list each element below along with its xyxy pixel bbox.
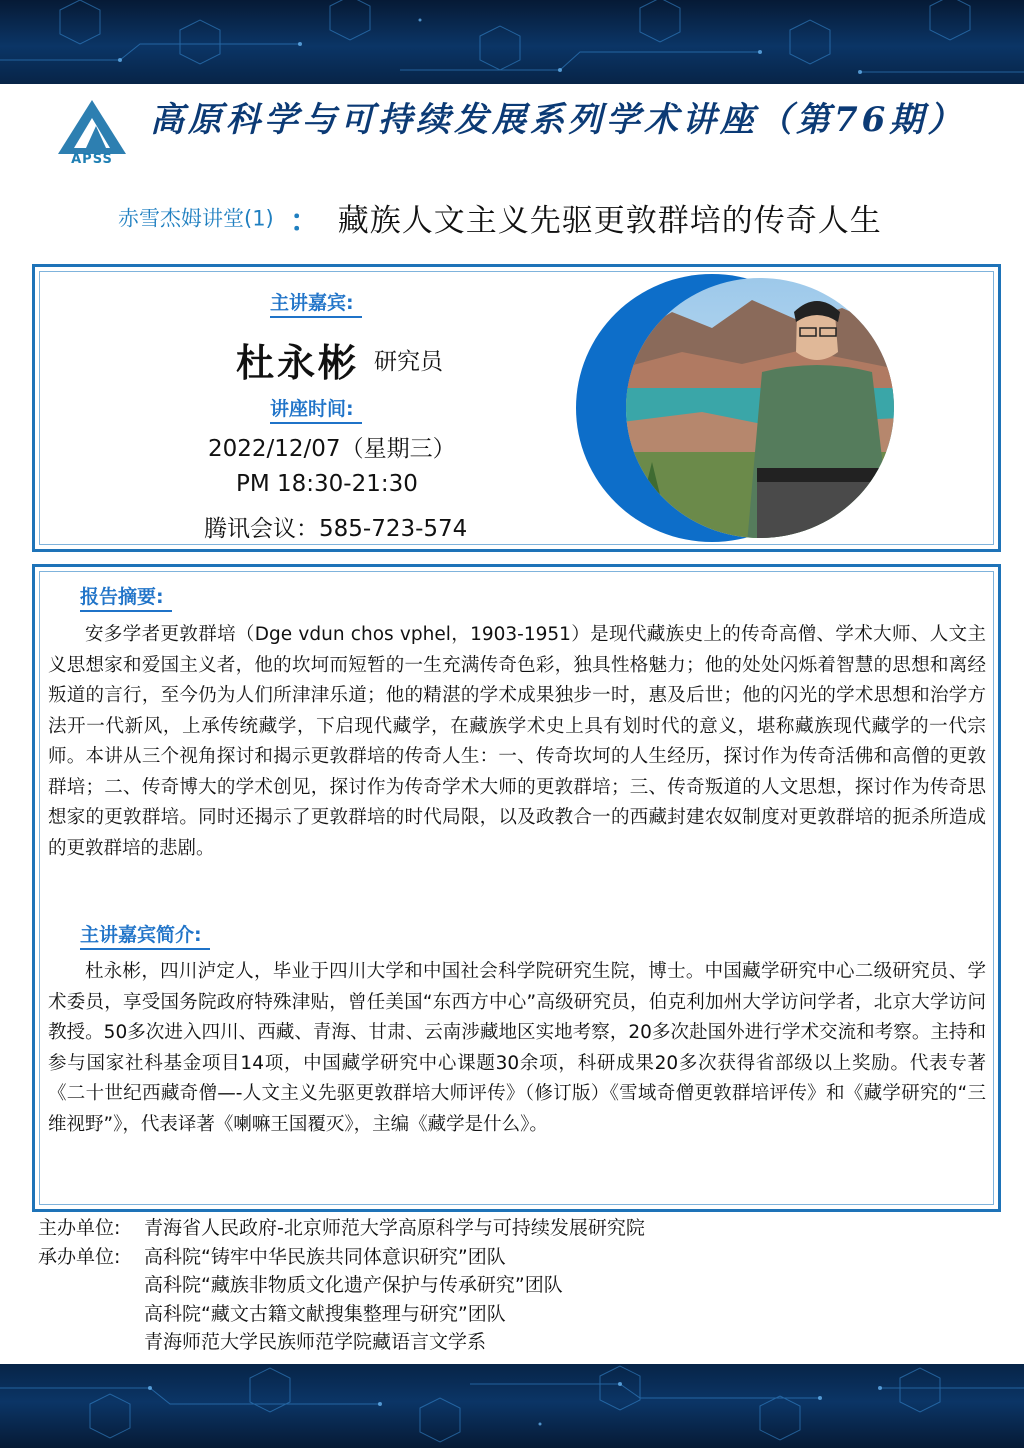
organizer-name: 高科院“藏文古籍文献搜集整理与研究”团队 (144, 1302, 506, 1325)
organizer-label: 承办单位: (38, 1245, 121, 1268)
abstract-label: 报告摘要: (80, 582, 172, 612)
circuit-pattern-icon (0, 0, 1024, 84)
lecture-time: PM 18:30-21:30 (236, 471, 418, 497)
schedule-label: 讲座时间: (270, 394, 362, 424)
series-title: 高原科学与可持续发展系列学术讲座（第76期） (150, 100, 966, 140)
organizer-row (38, 1243, 938, 1272)
header-banner (0, 0, 1024, 84)
speaker-portrait-icon (542, 272, 902, 544)
footer-banner (0, 1364, 1024, 1448)
lecture-topic: 藏族人文主义先驱更敦群培的传奇人生 (337, 203, 882, 239)
abstract-text: 安多学者更敦群培（Dge vdun chos vphel，1903-1951）是现代藏族史上的传奇高僧、学术大师、人文主义思想家和爱国主义者，他的坎坷而短暂的一生充满传奇色彩，独具性格魅力；他的处处闪烁着智慧的思想和离经叛道的言行，至今仍为人们所津津乐道；他的精湛的学术成果独步一时，惠及后世；他的闪光的学术思想和治学方法开一代新风，上承传统藏学，下启现代藏学，在藏族学术史上具有划时代的意义，堪称藏族现代藏学的一代宗师。本讲从三个视角探讨和揭示更敦群培的传奇人生：一、传奇坎坷的人生经历，探讨作为传奇活佛和高僧的更敦群培；二、传奇博大的学术创见，探讨作为传奇学术大师的更敦群培；三、传奇叛道的人文思想，探讨作为传奇思想家的更敦群培。同时还揭示了更敦群培的时代局限，以及政教合一的西藏封建农奴制度对更敦群培的扼杀所造成的更敦群培的悲剧。 (48, 624, 986, 859)
speaker-name: 杜永彬 (236, 341, 360, 385)
speaker-label: 主讲嘉宾: (270, 288, 362, 318)
organizer-row (38, 1271, 938, 1300)
organizer-row (38, 1300, 938, 1329)
lecture-date: 2022/12/07（星期三） (208, 436, 456, 462)
bio-text: 杜永彬，四川泸定人，毕业于四川大学和中国社会科学院研究生院，博士。中国藏学研究中心二级研究员、学术委员，享受国务院政府特殊津贴，曾任美国“东西方中心”高级研究员，伯克利加州大学访问学者，北京大学访问教授。50多次进入四川、西藏、青海、甘肃、云南涉藏地区实地考察，20多次赴国外进行学术交流和考察。主持和参与国家社科基金项目14项，中国藏学研究中心课题30余项，科研成果20多次获得省部级以上奖励。代表专著《二十世纪西藏奇僧—-人文主义先驱更敦群培大师评传》（修订版）《雪域奇僧更敦群培评传》和《藏学研究的“三维视野”》，代表译著《喇嘛王国覆灭》，主编《藏学是什么》。 (48, 961, 986, 1135)
subtitle-separator: ： (289, 203, 320, 239)
logo-text: APSS (71, 152, 113, 167)
meeting-id: 腾讯会议：585-723-574 (204, 516, 468, 542)
speaker-title: 研究员 (374, 349, 443, 375)
organizer-row (38, 1328, 938, 1357)
circuit-pattern-icon (0, 1364, 1024, 1448)
lecture-subtitle (118, 195, 998, 240)
organizers-section (38, 1214, 938, 1357)
host-row (38, 1214, 938, 1243)
bio-label: 主讲嘉宾简介: (80, 920, 210, 950)
organizer-name: 青海师范大学民族师范学院藏语言文学系 (144, 1331, 487, 1353)
host-label: 主办单位: (38, 1217, 121, 1239)
host-name: 青海省人民政府-北京师范大学高原科学与可持续发展研究院 (144, 1217, 645, 1239)
organizer-name: 高科院“藏族非物质文化遗产保护与传承研究”团队 (144, 1274, 563, 1296)
lecture-name: 赤雪杰姆讲堂(1) (118, 206, 274, 231)
organizer-name: 高科院“铸牢中华民族共同体意识研究”团队 (144, 1245, 506, 1268)
